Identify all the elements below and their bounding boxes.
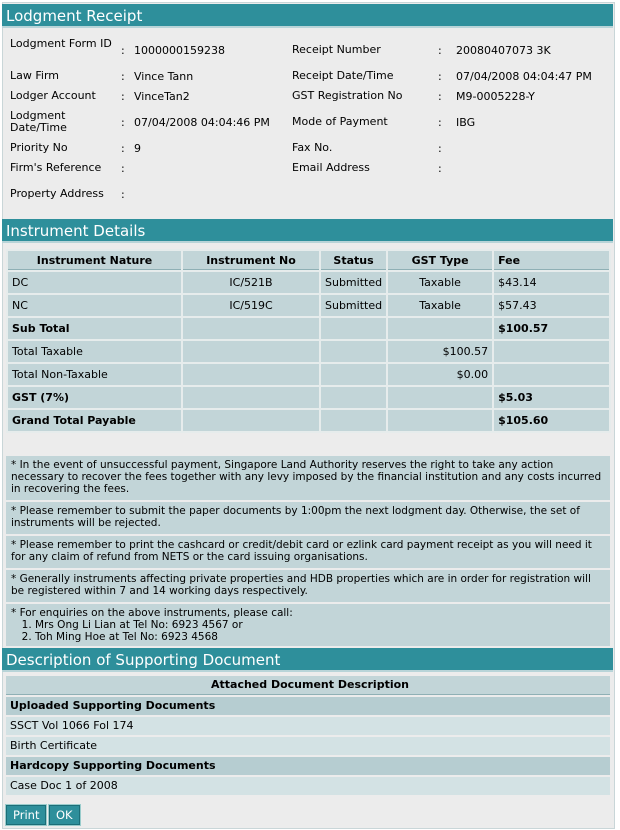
documents-table [6,676,610,797]
cell-no: IC/519C [183,295,319,316]
col-instrument-nature: Instrument Nature [8,251,181,270]
empty-cell [494,341,609,362]
enquiry-contacts [11,619,605,643]
law-firm-value: Vince Tann [134,70,194,83]
contact-item: 1. Mrs Ong Li Lian at Tel No: 6923 4567 or [35,619,605,631]
col-fee: Fee [494,251,609,270]
gst-row [8,387,609,408]
empty-cell [494,364,609,385]
table-header-row [8,251,609,270]
colon: : [121,162,125,175]
col-instrument-no: Instrument No [183,251,319,270]
cell-gst: Taxable [388,272,492,293]
receipt-number-value: 20080407073 3K [456,44,551,57]
note-item: * In the event of unsuccessful payment, Singapore Land Authority reserves the right to take any action necessary to recover the fees together with any levy imposed by the financial institution and any costs incurred in recovering the fees. [6,456,610,500]
priority-no-value: 9 [134,142,141,155]
gst-registration-label: GST Registration No [292,89,403,102]
enquiry-intro: * For enquiries on the above instruments, please call: [11,607,293,619]
gst-value: $5.03 [494,387,609,408]
document-item: Case Doc 1 of 2008 [6,777,610,795]
gst-label: GST (7%) [8,387,181,408]
cell-status: Submitted [321,295,386,316]
colon: : [121,90,125,103]
lodger-account-value: VinceTan2 [134,90,190,103]
notes-panel [6,456,610,648]
documents-column-header: Attached Document Description [6,676,610,695]
email-address-label: Email Address [292,161,370,174]
instrument-table [6,249,611,433]
empty-cell [388,410,492,431]
fax-no-label: Fax No. [292,141,333,154]
lodgment-datetime-value: 07/04/2008 04:04:46 PM [134,116,270,129]
receipt-number-label: Receipt Number [292,43,381,56]
priority-no-label: Priority No [10,141,68,154]
empty-cell [183,318,319,339]
empty-cell [321,387,386,408]
lodgment-datetime-label: Lodgment Date/Time [10,109,67,134]
total-non-taxable-row [8,364,609,385]
empty-cell [183,387,319,408]
grand-total-row [8,410,609,431]
note-item: * Generally instruments affecting private properties and HDB properties which are in order for registration will be registered within 7 and 14 working days respectively. [6,570,610,602]
table-row [8,272,609,293]
total-non-taxable-value: $0.00 [388,364,492,385]
lodgment-form-id-value: 1000000159238 [134,44,225,57]
print-button[interactable]: Print [6,805,46,825]
colon: : [121,70,125,83]
lodger-account-label: Lodger Account [10,89,96,102]
cell-gst: Taxable [388,295,492,316]
empty-cell [321,364,386,385]
total-taxable-value: $100.57 [388,341,492,362]
cell-fee: $43.14 [494,272,609,293]
ok-button[interactable]: OK [49,805,80,825]
cell-fee: $57.43 [494,295,609,316]
table-row [8,295,609,316]
colon: : [438,70,442,83]
grand-total-value: $105.60 [494,410,609,431]
colon: : [438,90,442,103]
hardcopy-section-label: Hardcopy Supporting Documents [6,757,610,775]
lodgment-receipt-header: Lodgment Receipt [2,4,613,28]
colon: : [438,162,442,175]
lodgment-form-id-label: Lodgment Form ID [10,37,112,50]
colon: : [121,188,125,201]
colon: : [121,116,125,129]
total-taxable-row [8,341,609,362]
document-item: SSCT Vol 1066 Fol 174 [6,717,610,735]
receipt-datetime-label: Receipt Date/Time [292,69,394,82]
colon: : [438,142,442,155]
empty-cell [183,364,319,385]
document-item: Birth Certificate [6,737,610,755]
sub-total-row [8,318,609,339]
receipt-datetime-value: 07/04/2008 04:04:47 PM [456,70,592,83]
cell-status: Submitted [321,272,386,293]
colon: : [121,142,125,155]
law-firm-label: Law Firm [10,69,59,82]
mode-of-payment-label: Mode of Payment [292,115,388,128]
col-gst-type: GST Type [388,251,492,270]
total-taxable-label: Total Taxable [8,341,181,362]
contact-item: 2. Toh Ming Hoe at Tel No: 6923 4568 [35,631,605,643]
firms-reference-label: Firm's Reference [10,161,102,174]
note-item: * Please remember to print the cashcard or credit/debit card or ezlink card payment receipt as you will need it for any claim of refund from NETS or the card issuing organisations. [6,536,610,568]
colon: : [121,44,125,57]
uploaded-section-label: Uploaded Supporting Documents [6,697,610,715]
gst-registration-value: M9-0005228-Y [456,90,535,103]
mode-of-payment-value: IBG [456,116,476,129]
grand-total-label: Grand Total Payable [8,410,181,431]
cell-no: IC/521B [183,272,319,293]
supporting-document-header: Description of Supporting Document [2,648,613,672]
empty-cell [321,318,386,339]
colon: : [438,116,442,129]
empty-cell [321,341,386,362]
sub-total-value: $100.57 [494,318,609,339]
colon: : [438,44,442,57]
cell-nature: NC [8,295,181,316]
enquiry-note [6,604,610,646]
empty-cell [321,410,386,431]
sub-total-label: Sub Total [8,318,181,339]
cell-nature: DC [8,272,181,293]
col-status: Status [321,251,386,270]
instrument-details-header: Instrument Details [2,219,613,243]
empty-cell [183,341,319,362]
empty-cell [183,410,319,431]
empty-cell [388,387,492,408]
total-non-taxable-label: Total Non-Taxable [8,364,181,385]
note-item: * Please remember to submit the paper documents by 1:00pm the next lodgment day. Otherwise, the set of instruments will be rejected. [6,502,610,534]
property-address-label: Property Address [10,187,104,200]
empty-cell [388,318,492,339]
